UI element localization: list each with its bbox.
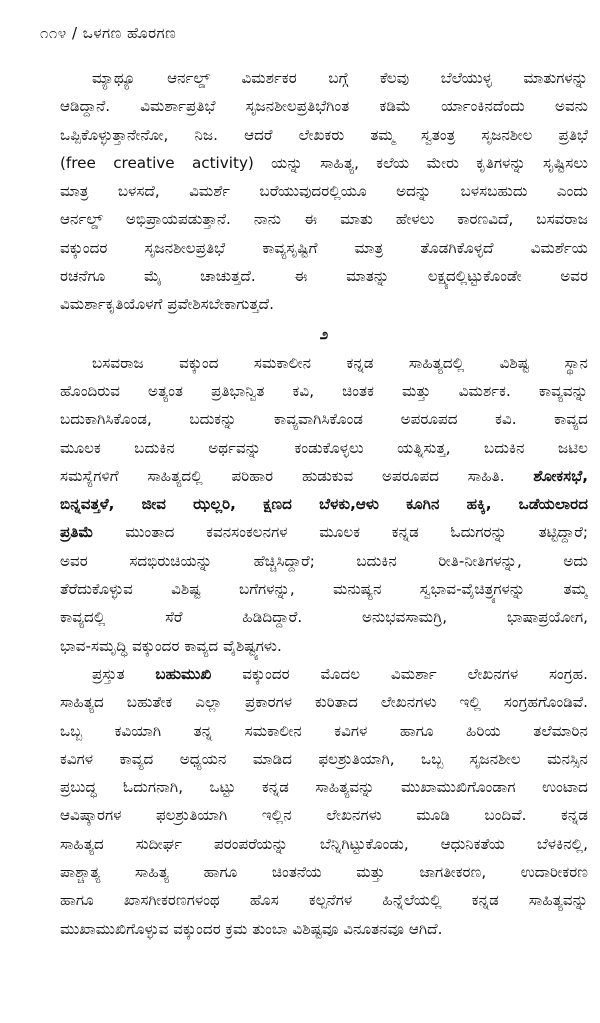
paragraph-1-line: (free creative activity) ಯನ್ನು ಸಾಹಿತ್ಯ, ಕಲೆಯ ಮೇರು ಕೃತಿಗಳನ್ನು ಸೃಷ್ಟಿಸಲು (60, 153, 588, 172)
paragraph-1-line: ಮಾತ್ರ ಬಳಸದೆ, ವಿಮರ್ಶೆ ಬರೆಯುವುದರಲ್ಲಿಯೂ ಅದನ್ನು ಬಳಸಬಹುದು ಎಂದು (60, 182, 588, 201)
book-titles-line: ಬಿನ್ನವತ್ತಳೆ, ಜೀವ ಝಲ್ಲರಿ, ಕ್ಷಣದ ಬೆಳಕು,ಆಳು ಕೂಗಿನ ಹಕ್ಕಿ, ಒಡೆಯಲಾರದ (60, 495, 588, 514)
paragraph-3-line (60, 660, 588, 688)
paragraph-3-line: ಮುಖಾಮುಖಿಗೊಳ್ಳುವ ವಕ್ಕುಂದರ ಕ್ರಮ ತುಂಬಾ ವಿಶಿಷ್ಟವೂ ವಿನೂತನವೂ ಆಗಿದೆ. (60, 919, 443, 938)
book-title: ಬಹುಮುಖಿ (155, 664, 212, 683)
paragraph-3-line: ಹಾಗೂ ಖಾಸಗೀಕರಣಗಳಂಥ ಹೊಸ ಕಲ್ಪನೆಗಳ ಹಿನ್ನೆಲೆಯಲ್ಲಿ ಕನ್ನಡ ಸಾಹಿತ್ಯವನ್ನು (60, 891, 588, 910)
paragraph-2-line (60, 518, 588, 546)
paragraph-2-line: ಬದುಕಾಗಿಸಿಕೊಂಡ, ಬದುಕನ್ನು ಕಾವ್ಯವಾಗಿಸಿಕೊಂಡ ಅಪರೂಪದ ಕವಿ. ಕಾವ್ಯದ (60, 410, 588, 429)
paragraph-1-line: ವಿಮರ್ಶಾಕೃತಿಯೊಳಗೆ ಪ್ರವೇಶಿಸಬೇಕಾಗುತ್ತದೆ. (60, 295, 274, 314)
line-text: ಪ್ರಸ್ತುತ (92, 664, 156, 683)
paragraph-3-line: ಪಾಶ್ಚಾತ್ಯ ಸಾಹಿತ್ಯ ಹಾಗೂ ಚಿಂತನೆಯ ಮತ್ತು ಜಾಗತೀಕರಣ, ಉದಾರೀಕರಣ (60, 863, 588, 882)
paragraph-1-line: ಮ್ಯಾಥ್ಯೂ ಆರ್ನಲ್ಡ್ ವಿಮರ್ಶಕರ ಬಗ್ಗೆ ಕೆಲವು ಬೆಲೆಯುಳ್ಳ ಮಾತುಗಳನ್ನು (92, 69, 588, 87)
paragraph-3-line: ಆವಿಷ್ಕಾರಗಳ ಫಲಶ್ರುತಿಯಾಗಿ ಇಲ್ಲಿನ ಲೇಖನಗಳು ಮೂಡಿ ಬಂದಿವೆ. ಕನ್ನಡ (60, 806, 588, 825)
paragraph-3-line: ಸಾಹಿತ್ಯದ ಬಹುತೇಕ ಎಲ್ಲಾ ಪ್ರಕಾರಗಳ ಕುರಿತಾದ ಲೇಖನಗಳು ಇಲ್ಲಿ ಸಂಗ್ರಹಗೊಂಡಿವೆ. (60, 693, 588, 712)
paragraph-3-line: ಪ್ರಬುದ್ಧ ಓದುಗನಾಗಿ, ಒಟ್ಟು ಕನ್ನಡ ಸಾಹಿತ್ಯವನ್ನು ಮುಖಾಮುಖಿಗೊಂಡಾಗ ಉಂಟಾದ (60, 778, 588, 797)
running-header: ೧೧೪ / ಒಳಗಣ ಹೊರಗಣ (40, 24, 177, 42)
line-text: ಸಮಸ್ಯೆಗಳಿಗೆ ಸಾಹಿತ್ಯದಲ್ಲಿ ಪರಿಹಾರ ಹುಡುಕುವ ಅಪರೂಪದ ಸಾಹಿತಿ. (60, 466, 534, 485)
line-text: ಮುಂತಾದ ಕವನಸಂಕಲನಗಳ ಮೂಲಕ ಕನ್ನಡ ಓದುಗರನ್ನು ತಟ್ಟಿದ್ದಾರೆ; (93, 523, 588, 542)
book-title: ಪ್ರತಿಮೆ (60, 523, 94, 542)
paragraph-2-line: ಮೂಲಕ ಬದುಕಿನ ಅರ್ಥವನ್ನು ಕಂಡುಕೊಳ್ಳಲು ಯತ್ನಿಸುತ್ತ, ಬದುಕಿನ ಜಟಿಲ (60, 438, 588, 457)
paragraph-3-line: ಸಾಹಿತ್ಯದ ಸುದೀರ್ಘ ಪರಂಪರೆಯನ್ನು ಬೆನ್ನಿಗಿಟ್ಟುಕೊಂಡು, ಆಧುನಿಕತೆಯ ಬೆಳಕಿನಲ್ಲಿ, (60, 834, 588, 853)
paragraph-2-line: ಅವರ ಸದಭಿರುಚಿಯನ್ನು ಹೆಚ್ಚಿಸಿದ್ದಾರೆ; ಬದುಕಿನ ರೀತಿ-ನೀತಿಗಳನ್ನು, ಅದು (60, 551, 588, 570)
book-title: ಶೋಕಸಭೆ, (533, 466, 588, 485)
paragraph-1-line: ಆಡಿದ್ದಾನೆ. ವಿಮರ್ಶಾಪ್ರತಿಭೆ ಸೃಜನಶೀಲಪ್ರತಿಭೆಗಿಂತ ಕಡಿಮೆ ರ್ಯಾಂಕಿನದೆಂದು ಅವನು (60, 97, 588, 116)
paragraph-2-line: ತೆರೆದುಕೊಳ್ಳುವ ವಿಶಿಷ್ಟ ಬಗೆಗಳನ್ನು, ಮನುಷ್ಯನ ಸ್ವಭಾವ-ವೈಚಿತ್ರ್ಯಗಳನ್ನು ತಮ್ಮ (60, 580, 588, 599)
paragraph-2-line: ಹೊಂದಿರುವ ಅತ್ಯಂತ ಪ್ರತಿಭಾನ್ವಿತ ಕವಿ, ಚಿಂತಕ ಮತ್ತು ವಿಮರ್ಶಕ. ಕಾವ್ಯವನ್ನು (60, 381, 588, 400)
section-number: ೨ (319, 324, 329, 343)
paragraph-3-line: ಒಬ್ಬ ಕವಿಯಾಗಿ ತನ್ನ ಸಮಕಾಲೀನ ಕವಿಗಳ ಹಾಗೂ ಹಿರಿಯ ತಲೆಮಾರಿನ (60, 721, 588, 740)
paragraph-2-line: ಕಾವ್ಯದಲ್ಲಿ ಸೆರೆ ಹಿಡಿದಿದ್ದಾರೆ. ಅನುಭವಸಾಮಗ್ರಿ, ಭಾಷಾಪ್ರಯೋಗ, (60, 608, 588, 627)
line-text: ವಕ್ಕುಂದರ ಮೊದಲ ವಿಮರ್ಶಾ ಲೇಖನಗಳ ಸಂಗ್ರಹ. (211, 664, 588, 683)
body-text (60, 64, 588, 943)
paragraph-2-line (60, 462, 588, 490)
paragraph-1-line: ಆರ್ನಲ್ಡ್ ಅಭಿಪ್ರಾಯಪಡುತ್ತಾನೆ. ನಾನು ಈ ಮಾತು ಹೇಳಲು ಕಾರಣವಿದೆ, ಬಸವರಾಜ (60, 210, 588, 229)
paragraph-2-line: ಭಾವ-ಸಮೃದ್ಧಿ ವಕ್ಕುಂದರ ಕಾವ್ಯದ ವೈಶಿಷ್ಟ್ಯಗಳು. (60, 636, 282, 655)
paragraph-1-line: ರಚನೆಗೂ ಮೈ ಚಾಚುತ್ತದೆ. ಈ ಮಾತನ್ನು ಲಕ್ಷ್ಯದಲ್ಲಿಟ್ಟುಕೊಂಡೇ ಅವರ (60, 267, 588, 286)
paragraph-3-line: ಕವಿಗಳ ಕಾವ್ಯದ ಅಧ್ಯಯನ ಮಾಡಿದ ಫಲಶ್ರುತಿಯಾಗಿ, ಒಬ್ಬ ಸೃಜನಶೀಲ ಮನಸ್ಸಿನ (60, 749, 588, 768)
paragraph-1-line: ಒಪ್ಪಿಕೊಳ್ಳುತ್ತಾನೇನೋ, ನಿಜ. ಆದರೆ ಲೇಖಕರು ತಮ್ಮ ಸ್ವತಂತ್ರ ಸೃಜನಶೀಲ ಪ್ರತಿಭೆ (60, 125, 588, 144)
paragraph-1-line: ವಕ್ಕುಂದರ ಸೃಜನಶೀಲಪ್ರತಿಭೆ ಕಾವ್ಯಸೃಷ್ಟಿಗೆ ಮಾತ್ರ ತೊಡಗಿಕೊಳ್ಳದೆ ವಿಮರ್ಶೆಯ (60, 238, 588, 257)
paragraph-2-line: ಬಸವರಾಜ ವಕ್ಕುಂದ ಸಮಕಾಲೀನ ಕನ್ನಡ ಸಾಹಿತ್ಯದಲ್ಲಿ ವಿಶಿಷ್ಟ ಸ್ಥಾನ (92, 353, 588, 372)
